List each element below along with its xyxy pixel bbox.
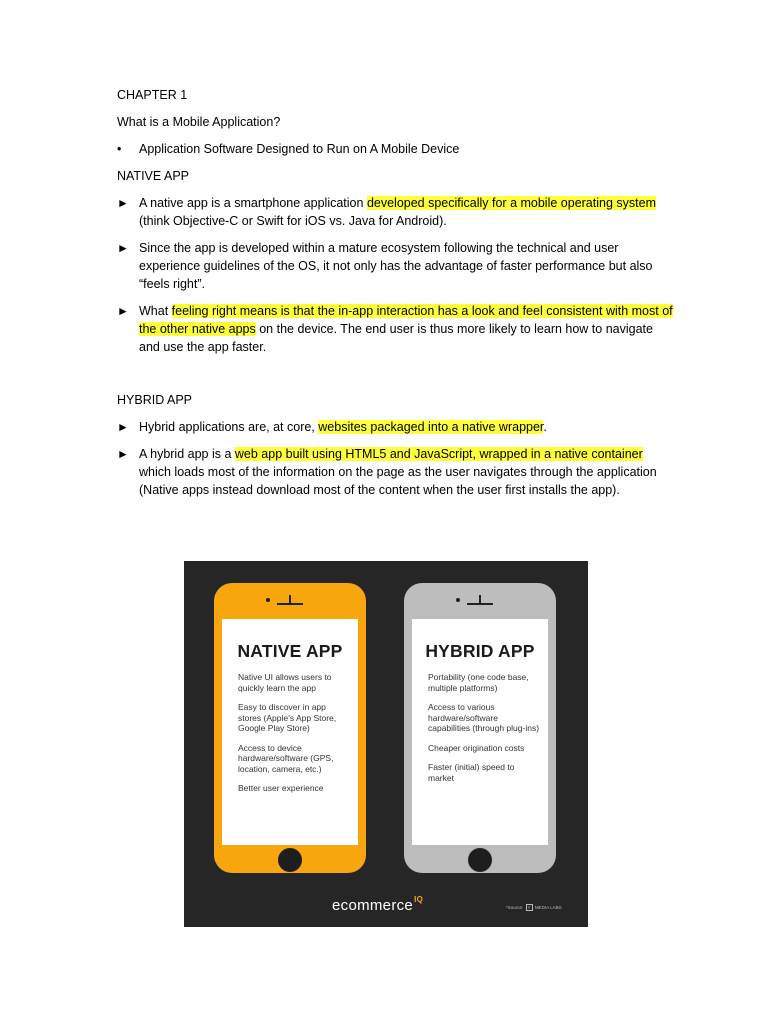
camera-dot-icon <box>266 598 270 602</box>
native-point-1 <box>117 194 677 230</box>
arrow-bullet-icon: ► <box>117 196 129 210</box>
source-label: *Source: <box>506 905 524 910</box>
hybrid-title: HYBRID APP <box>425 641 535 661</box>
comparison-figure <box>184 561 588 927</box>
native-title: NATIVE APP <box>237 641 343 661</box>
brand-text: ecommerce <box>332 897 414 914</box>
speaker-bar-icon <box>277 603 303 605</box>
native-p1-highlight: developed specifically for a mobile operating system <box>366 196 656 210</box>
hybrid-phone <box>404 583 556 873</box>
source-credit <box>506 904 562 911</box>
hybrid-p1-highlight: websites packaged into a native wrapper <box>318 420 544 434</box>
hybrid-p1-c: . <box>543 420 547 434</box>
bullet-dot-icon: • <box>117 142 122 156</box>
definition-text: Application Software Designed to Run on A Mobile Device <box>139 142 460 156</box>
hybrid-point-1 <box>117 418 677 436</box>
native-point-3 <box>117 302 677 356</box>
list-item: Access to device hardware/software (GPS, location, camera, etc.) <box>238 742 334 774</box>
list-item: Faster (initial) speed to market <box>428 762 515 783</box>
arrow-bullet-icon: ► <box>117 241 129 255</box>
chapter-heading: CHAPTER 1 <box>117 88 188 102</box>
question-text: What is a Mobile Application? <box>117 115 281 129</box>
speaker-icon <box>479 595 481 603</box>
list-item: Native UI allows users to quickly learn the app <box>238 672 332 693</box>
speaker-icon <box>289 595 291 603</box>
hybrid-p2-c: which loads most of the information on the page as the user navigates through the application (Native apps instead download most of the content when the user first installs the app). <box>139 465 657 497</box>
native-p2-text: Since the app is developed within a mature ecosystem following the technical and user experience guidelines of the OS, it not only has the advantage of faster performance but also “feels right”. <box>139 241 653 291</box>
list-item: Access to various hardware/software capabilities (through plug-ins) <box>428 702 540 733</box>
list-item: Portability (one code base, multiple platforms) <box>428 672 529 693</box>
hybrid-p2-a: A hybrid app is a <box>139 447 235 461</box>
spacer <box>117 365 677 391</box>
list-item: Cheaper origination costs <box>428 742 525 753</box>
list-item: Easy to discover in app stores (Apple’s App Store, Google Play Store) <box>238 702 337 733</box>
home-button-icon <box>468 848 492 872</box>
document-body <box>117 86 677 508</box>
native-points-list <box>222 672 358 794</box>
native-screen <box>222 619 358 845</box>
hybrid-p1-a: Hybrid applications are, at core, <box>139 420 319 434</box>
arrow-bullet-icon: ► <box>117 447 129 461</box>
ecommerceiq-logo <box>332 897 423 914</box>
native-point-2 <box>117 239 677 293</box>
source-logo-icon: Y <box>527 905 531 910</box>
arrow-bullet-icon: ► <box>117 304 129 318</box>
native-p3-a: What <box>139 304 172 318</box>
hybrid-screen <box>412 619 548 845</box>
definition-bullet <box>117 140 677 158</box>
home-button-icon <box>278 848 302 872</box>
hybrid-points-list <box>412 672 548 783</box>
camera-dot-icon <box>456 598 460 602</box>
speaker-bar-icon <box>467 603 493 605</box>
native-p3-c: on the device. The end user is thus more likely to learn how to navigate and use the app faster. <box>139 322 653 354</box>
native-p3-highlight: feeling right means is that the in-app interaction has a look and feel consistent with most of the other native apps <box>139 304 673 336</box>
native-p1-a: A native app is a smartphone application <box>139 196 367 210</box>
hybrid-p2-highlight: web app built using HTML5 and JavaScript, wrapped in a native container <box>234 447 643 461</box>
hybrid-point-2 <box>117 445 677 499</box>
brand-sup: IQ <box>414 895 424 904</box>
hybrid-heading: HYBRID APP <box>117 393 193 407</box>
native-p1-c: (think Objective-C or Swift for iOS vs. Java for Android). <box>139 214 447 228</box>
native-phone <box>214 583 366 873</box>
list-item: Better user experience <box>238 783 324 793</box>
native-heading: NATIVE APP <box>117 169 190 183</box>
arrow-bullet-icon: ► <box>117 420 129 434</box>
source-name: MEDIA LABS <box>534 905 562 910</box>
